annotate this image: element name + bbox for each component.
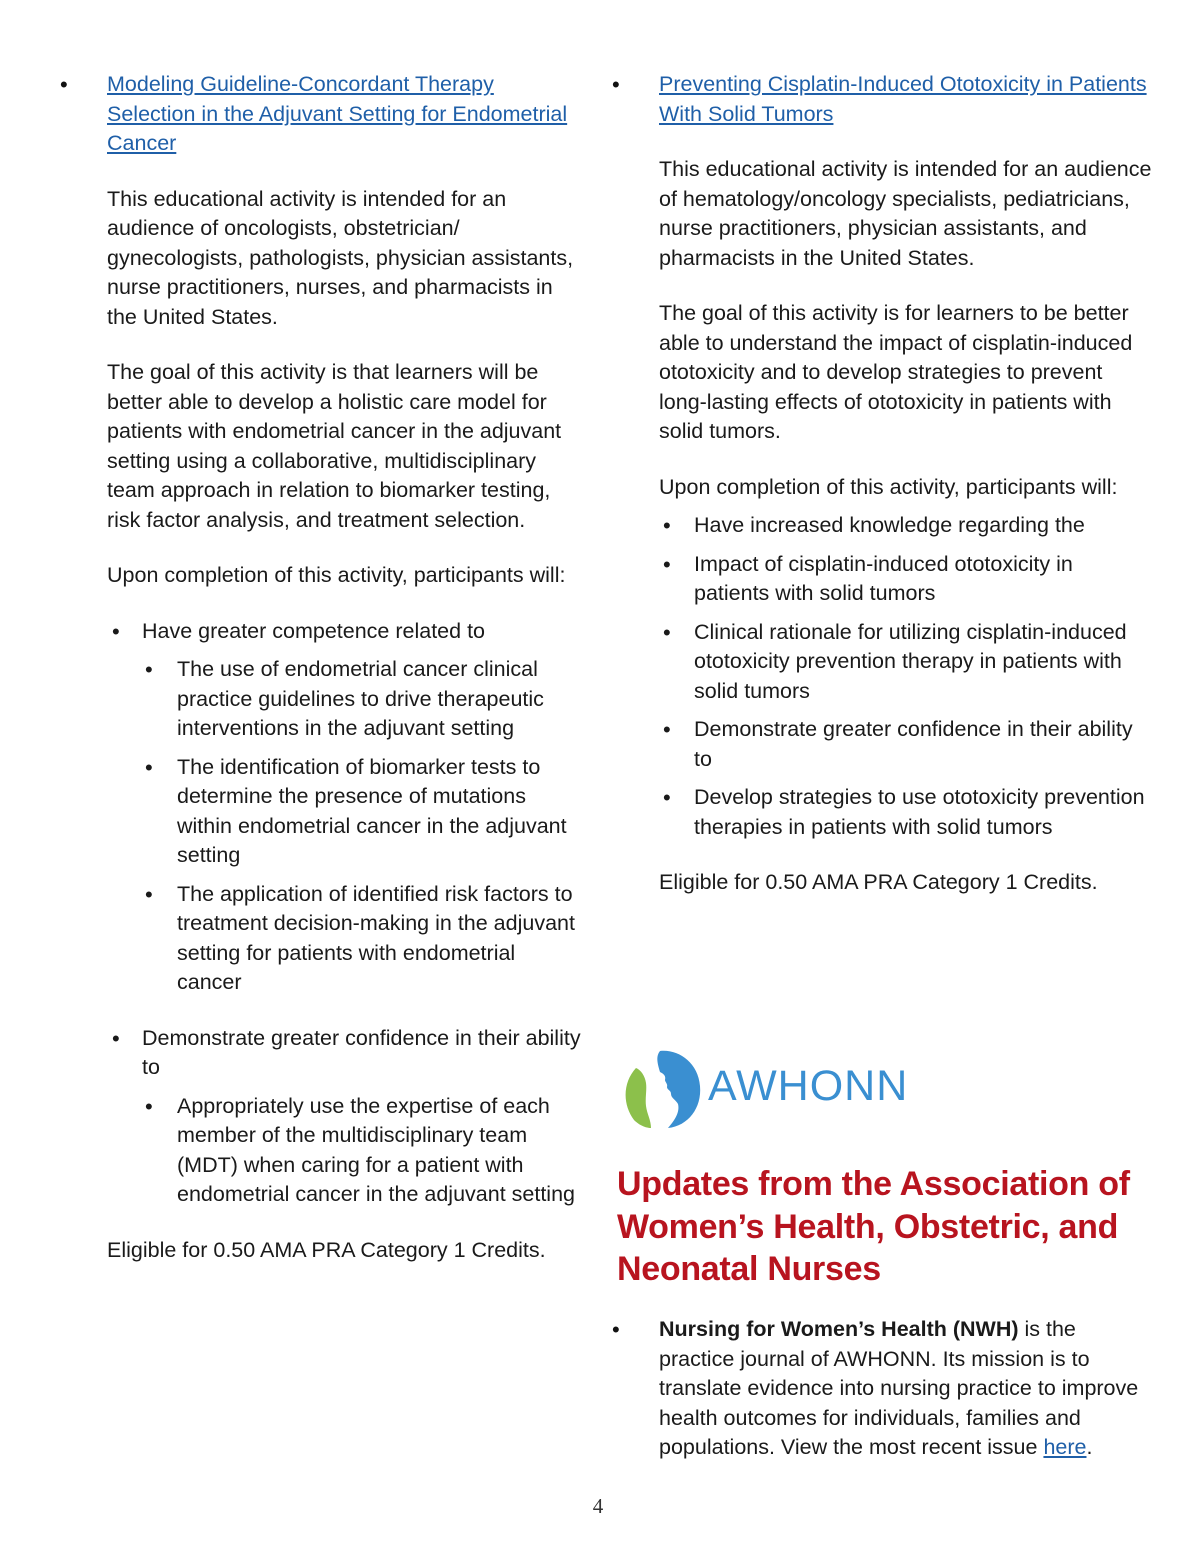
audience-text: This educational activity is intended for an audience of hematology/oncology specialists, pediatricians, nurse practitioners, physician assistants, and pharmacists in the United States.: [659, 157, 1152, 270]
list-item: • The application of identified risk factors to treatment decision-making in the adjuvant setting for patients with endometrial cancer: [142, 880, 585, 998]
right-column: [612, 70, 1152, 898]
page-number: 4: [592, 1494, 604, 1518]
awhonn-logo-icon: [620, 1048, 704, 1130]
objective-sublist: [142, 655, 585, 998]
list-item: • Demonstrate greater confidence in their ability to: [659, 715, 1152, 774]
list-item: • The use of endometrial cancer clinical practice guidelines to drive therapeutic interventions in the adjuvant setting: [142, 655, 585, 744]
goal-text: The goal of this activity is that learners will be better able to develop a holistic care model for patients with endometrial cancer in the adjuvant setting using a collaborative, multidisciplinary team approach in relation to biomarker testing, risk factor analysis, and treatment selection.: [107, 360, 562, 532]
objective-group: [107, 1024, 585, 1210]
objective-label: Have greater competence related to: [142, 618, 486, 643]
list-item: • Clinical rationale for utilizing cisplatin-induced ototoxicity prevention therapy in patients with solid tumors: [659, 618, 1152, 707]
upon-completion-text: Upon completion of this activity, participants will:: [107, 563, 566, 587]
nwh-item: [612, 1315, 1152, 1463]
goal-text: The goal of this activity is for learners to be better able to understand the impact of cisplatin-induced ototoxicity and to develop strategies to prevent long-lasting effects of ototoxicity in patients with solid tumors.: [659, 301, 1133, 443]
activity-link-ototoxicity[interactable]: Preventing Cisplatin-Induced Ototoxicity in Patients With Solid Tumors: [659, 72, 1147, 126]
left-column: [60, 70, 585, 1265]
list-item: • The identification of biomarker tests to determine the presence of mutations within endometrial cancer in the adjuvant setting: [142, 753, 585, 871]
awhonn-logo-text: AWHONN: [708, 1062, 909, 1110]
section-heading: Updates from the Association of Women’s Health, Obstetric, and Neonatal Nurses: [617, 1165, 1130, 1288]
list-item: • Develop strategies to use ototoxicity prevention therapies in patients with solid tumors: [659, 783, 1152, 842]
objectives-list: [107, 617, 585, 1210]
list-item: • Impact of cisplatin-induced ototoxicity in patients with solid tumors: [659, 550, 1152, 609]
upon-completion-text: Upon completion of this activity, participants will:: [659, 474, 1118, 499]
nwh-period: .: [1086, 1435, 1093, 1459]
nwh-title: Nursing for Women’s Health (NWH): [659, 1317, 1019, 1341]
audience-text: This educational activity is intended for an audience of oncologists, obstetrician/ gynecologists, pathologists, physician assistants, nurse practitioners, nurses, and pharmacists in the United States.: [107, 186, 574, 329]
nwh-description: is the practice journal of AWHONN. Its mission is to translate evidence into nursing practice to improve health outcomes for individuals, families and populations. View the most recent issue: [659, 1317, 1139, 1459]
activity-link-endometrial[interactable]: Modeling Guideline-Concordant Therapy Selection in the Adjuvant Setting for Endometrial Cancer: [107, 72, 568, 155]
activity-item-endometrial: [60, 70, 585, 1265]
credits-text: Eligible for 0.50 AMA PRA Category 1 Credits.: [659, 870, 1098, 894]
credits-text: Eligible for 0.50 AMA PRA Category 1 Credits.: [107, 1237, 546, 1262]
objective-label: Demonstrate greater confidence in their ability to: [142, 1025, 581, 1079]
objectives-list: [659, 511, 1152, 842]
objective-sublist: [142, 1092, 585, 1210]
activity-item-ototoxicity: [612, 70, 1152, 898]
awhonn-logo: [620, 1048, 940, 1130]
nwh-bullet: [612, 1315, 1152, 1463]
list-item: • Have increased knowledge regarding the: [659, 511, 1152, 541]
list-item: • Appropriately use the expertise of each member of the multidisciplinary team (MDT) when caring for a patient with endometrial cancer in the adjuvant setting: [142, 1092, 585, 1210]
objective-group: [107, 617, 585, 998]
nwh-here-link[interactable]: here: [1043, 1435, 1087, 1459]
